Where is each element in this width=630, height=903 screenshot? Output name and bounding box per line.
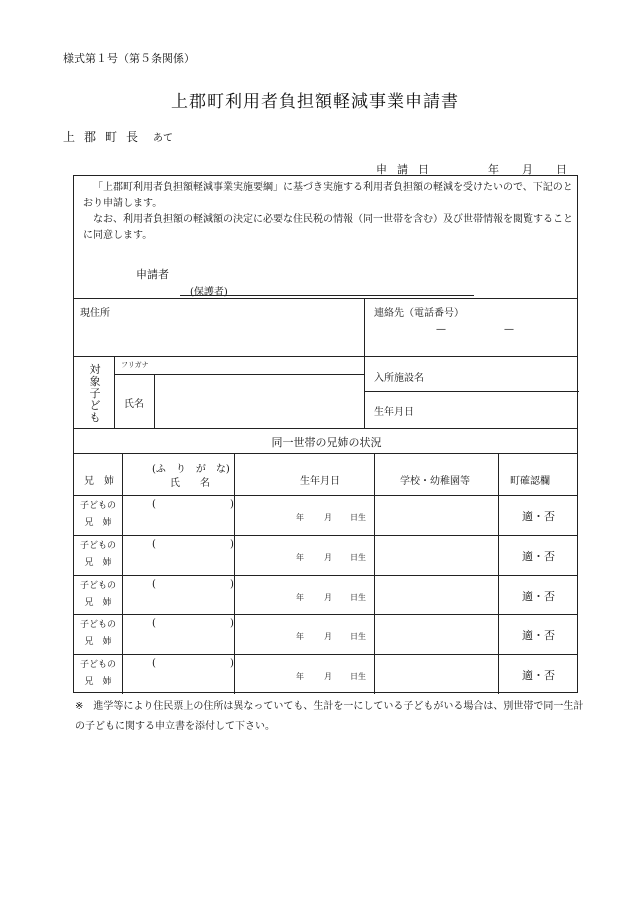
sibling-row-label-bottom: 兄 姉 [84, 557, 112, 568]
sibling-school-field[interactable] [376, 496, 496, 533]
sibling-birth-month: 月 [324, 632, 332, 642]
sibling-birth-day: 日生 [350, 552, 366, 562]
sibling-birth-month: 月 [324, 592, 332, 602]
sibling-row-label-top: 子どもの [79, 620, 116, 631]
declaration-text-2: なお、利用者負担額の軽減額の決定に必要な住民税の情報（同一世帯を含む）及び世帯情報を閲覧することに同意します。 [83, 214, 573, 241]
sibling-confirm[interactable]: 適・否 [522, 510, 555, 523]
sibling-birth-year: 年 [296, 552, 304, 562]
application-date-year[interactable]: 年 [488, 163, 499, 176]
sibling-birth-year: 年 [296, 632, 304, 642]
sibling-school-field[interactable] [376, 655, 496, 692]
addressee [63, 128, 173, 145]
sibling-paren-open: ( [152, 538, 156, 550]
sibling-row-label [78, 657, 118, 691]
note-mark: ※ [75, 701, 84, 712]
sibling-paren-open: ( [152, 578, 156, 590]
form-number: 様式第１号（第５条関係） [63, 52, 195, 65]
child-birth-label: 生年月日 [374, 407, 414, 418]
application-date-day[interactable]: 日 [556, 163, 567, 176]
sibling-school-field[interactable] [376, 615, 496, 652]
application-date-month[interactable]: 月 [522, 163, 533, 176]
sibling-row-label-bottom: 兄 姉 [84, 677, 112, 688]
sibling-paren-close: ) [230, 618, 234, 630]
footnote [75, 697, 585, 737]
sibling-confirm[interactable]: 適・否 [522, 629, 555, 643]
sibling-birth-month: 月 [324, 672, 332, 682]
sibling-confirm[interactable]: 適・否 [522, 549, 555, 563]
applicant-label: 申請者 [136, 268, 169, 281]
child-furigana-field[interactable] [116, 356, 364, 373]
child-name-field[interactable] [156, 376, 362, 426]
child-section-label: 対象子ども [89, 363, 101, 424]
addressee-town: 上郡町長 [63, 130, 148, 144]
sibling-row-label-top: 子どもの [79, 580, 116, 591]
sibling-school-field[interactable] [376, 576, 496, 613]
declaration-text-1: 「上郡町利用者負担額軽減事業実施要綱」に基づき実施する利用者負担額の軽減を受けたいので、下記のとおり申請します。 [83, 182, 573, 209]
sibling-row-label-top: 子どもの [79, 501, 116, 511]
sibling-header: 兄 姉 [84, 476, 114, 487]
facility-label: 入所施設名 [374, 373, 424, 384]
sibling-birth-month: 月 [324, 513, 332, 522]
sibling-birth-year: 年 [296, 592, 304, 602]
addressee-suffix: あて [153, 133, 174, 144]
sibling-row-label [78, 498, 118, 532]
applicant-signature-line[interactable] [180, 295, 474, 296]
note-text: 進学等により住民票上の住所は異なっていても、生計を一にしている子どもがいる場合は、別世帯で同一生計の子どもに関する申立書を添付して下さい。 [75, 701, 584, 732]
sibling-row-label [78, 617, 118, 651]
sibling-row-label [78, 538, 118, 572]
sibling-paren-open: ( [152, 658, 156, 670]
school-header: 学校・幼稚園等 [400, 476, 470, 487]
guardian-label: (保護者) [190, 287, 228, 298]
sibling-birth-day: 日生 [350, 672, 366, 682]
sibling-name-field[interactable] [124, 655, 232, 692]
contact-separator: — [436, 324, 446, 335]
name-kana-header: (ふ り が な) [152, 464, 230, 475]
name-header: 氏 名 [170, 478, 210, 489]
sibling-paren-open: ( [152, 618, 156, 630]
sibling-name-field[interactable] [124, 536, 232, 573]
sibling-birth-year: 年 [296, 513, 304, 522]
sibling-confirm[interactable]: 適・否 [522, 589, 555, 603]
sibling-name-field[interactable] [124, 576, 232, 613]
confirm-header: 町確認欄 [510, 476, 550, 487]
sibling-row-label-top: 子どもの [79, 540, 116, 551]
sibling-confirm[interactable]: 適・否 [522, 669, 555, 683]
address-field[interactable] [74, 298, 364, 356]
sibling-row-label [78, 578, 118, 612]
sibling-birth-day: 日生 [350, 592, 366, 602]
sibling-name-field[interactable] [124, 496, 232, 533]
furigana-label: フリガナ [121, 361, 149, 369]
sibling-row-label-bottom: 兄 姉 [84, 597, 112, 608]
sibling-paren-close: ) [230, 658, 234, 670]
sibling-row-label-bottom: 兄 姉 [84, 637, 112, 648]
sibling-birth-day: 日生 [350, 632, 366, 642]
sibling-paren-close: ) [230, 538, 234, 550]
address-label: 現住所 [80, 308, 110, 319]
sibling-row-label-bottom: 兄 姉 [84, 518, 112, 528]
sibling-name-field[interactable] [124, 615, 232, 652]
application-date-label: 申請日 [376, 163, 439, 176]
contact-phone-field[interactable] [366, 318, 576, 354]
sibling-paren-close: ) [230, 578, 234, 590]
birth-header: 生年月日 [300, 476, 340, 487]
application-form-table [73, 175, 578, 693]
sibling-school-field[interactable] [376, 536, 496, 573]
sibling-paren-close: ) [230, 499, 234, 510]
document-title: 上郡町利用者負担額軽減事業申請書 [171, 92, 459, 112]
child-name-label: 氏名 [124, 399, 144, 410]
contact-separator: — [504, 324, 514, 335]
sibling-birth-month: 月 [324, 552, 332, 562]
siblings-section-title: 同一世帯の兄姉の状況 [271, 436, 382, 449]
sibling-birth-year: 年 [296, 672, 304, 682]
sibling-birth-day: 日生 [350, 513, 366, 522]
contact-label: 連絡先（電話番号） [374, 308, 464, 319]
sibling-paren-open: ( [152, 499, 156, 510]
sibling-row-label-top: 子どもの [79, 660, 116, 671]
